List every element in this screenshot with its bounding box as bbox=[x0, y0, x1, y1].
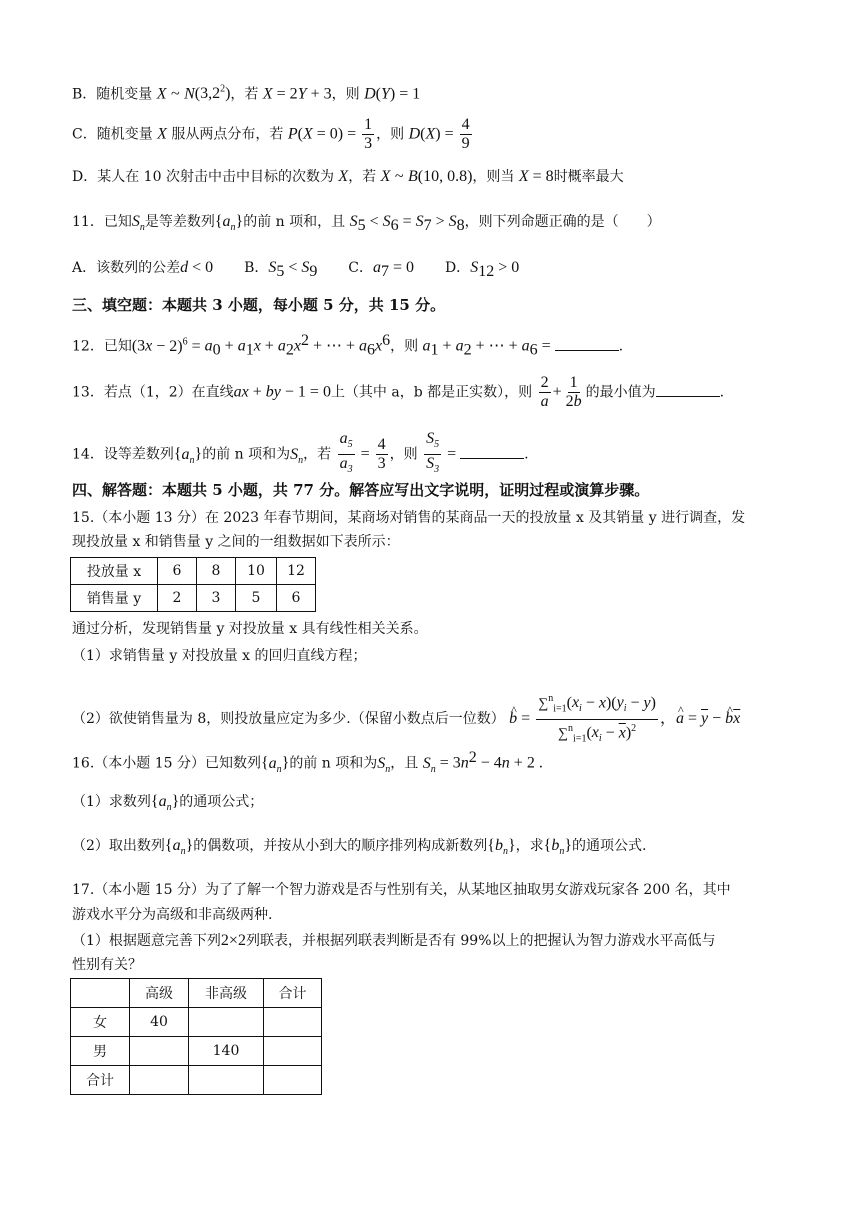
q10-option-b: B．随机变量 X ~ $N(3,2^2)$，若 X = 2Y + 3，则 D(Y) = 1 bbox=[72, 84, 421, 103]
q11-pre: 11．已知 bbox=[72, 214, 132, 230]
table-cell: 40 bbox=[130, 1008, 189, 1037]
q12-answer-blank[interactable] bbox=[555, 336, 619, 351]
q11-stem: 11．已知$S_n$是等差数列$\{a_n\}$的前 n 项和，且 $S_5 < S_6 = S_7 > S_8$，则下列命题正确的是（ ） bbox=[72, 213, 661, 234]
q11-options: A．该数列的公差d < 0 B．$S_5 < S_9$ C．$a_7 = 0$ D．$S_{12} > 0$ bbox=[72, 259, 520, 280]
q14: 14．设等差数列$\{a_n\}$的前 n 项和为$S_n$，若 $\frac{a_5}{a_3}$ = $\frac{4}{3}$ ，则 $\frac{S_5}{S_3}$ = . bbox=[72, 430, 529, 476]
q10d-mid1: ，若 bbox=[348, 169, 377, 185]
table-row bbox=[71, 1066, 322, 1095]
q11-option-d: D． bbox=[444, 260, 471, 276]
table-cell[interactable] bbox=[130, 1066, 189, 1095]
q16-part-2: （2）取出数列$\{a_n\}$的偶数项，并按从小到大的顺序排列构成新数列$\{b_n\}$，求$\{b_n\}$的通项公式. bbox=[72, 837, 647, 858]
q10d-prefix: D．某人在 10 次射击中击中目标的次数为 bbox=[72, 169, 334, 185]
table-cell[interactable] bbox=[264, 1008, 322, 1037]
q16-t2: ，且 bbox=[390, 755, 419, 772]
table-cell[interactable] bbox=[130, 1037, 189, 1066]
table-cell: 6 bbox=[158, 558, 197, 585]
table-cell: 投放量 x bbox=[71, 558, 158, 585]
q14-answer-blank[interactable] bbox=[460, 444, 524, 459]
q16-stem: 16.（本小题 15 分）已知数列$\{a_n\}$的前 n 项和为$S_n$，且 $S_n = 3n^2 - 4n + 2$ . bbox=[72, 749, 543, 775]
table-cell bbox=[71, 979, 130, 1008]
q15-stem-2: 现投放量 x 和销售量 y 之间的一组数据如下表所示： bbox=[72, 534, 400, 550]
q15-part-2-text: （2）欲使销售量为 8，则投放量应定为多少.（保留小数点后一位数） bbox=[72, 711, 505, 728]
q15-part-1: （1）求销售量 y 对投放量 x 的回归直线方程； bbox=[72, 648, 367, 664]
q11-option-c: C． bbox=[348, 260, 374, 276]
table-cell: 女 bbox=[71, 1008, 130, 1037]
q13-dot: . bbox=[719, 384, 725, 401]
q14-t1: 的前 n 项和为 bbox=[202, 446, 291, 463]
q16-p2-t1: 的偶数项，并按从小到大的顺序排列构成新数列 bbox=[193, 838, 488, 854]
q13: 13．若点（1，2）在直线ax + by − 1 = 0上（其中 a，b 都是正实数），则 $\frac{2}{a}$ + $\frac{1}{2b}$ 的最小值为 . bbox=[72, 374, 725, 410]
q10b-mid1: ，若 bbox=[230, 86, 259, 103]
table-cell: 3 bbox=[197, 585, 236, 612]
q11-t3: ，则下列命题正确的是（ ） bbox=[464, 214, 661, 230]
q17-stem-1: 17.（本小题 15 分）为了了解一个智力游戏是否与性别有关，从某地区抽取男女游戏玩家各 200 名，其中 bbox=[72, 882, 731, 898]
q14-t3: ，则 bbox=[389, 446, 418, 463]
q16-p2-end: 的通项公式. bbox=[572, 838, 647, 854]
q10-option-d: D．某人在 10 次射击中击中目标的次数为 X，若 X ~ B(10, 0.8)，则当 X = 8时概率最大 bbox=[72, 168, 624, 185]
q10d-suffix: 时概率最大 bbox=[553, 169, 624, 185]
q11-option-b: B． bbox=[244, 260, 269, 276]
q10b-mid2: ，则 bbox=[331, 86, 360, 103]
q16-pre: 16.（本小题 15 分）已知数列 bbox=[72, 755, 261, 772]
q17-part-1a: （1）根据题意完善下列2×2列联表，并根据列联表判断是否有 99%以上的把握认为智力游戏水平高低与 bbox=[72, 932, 716, 949]
q15-part-2: （2）欲使销售量为 8，则投放量应定为多少.（保留小数点后一位数） ^ b = $\frac{\sum^n_{i=1}(x_i - x)(y_i - y)}{\sum^n_{i=1}(x_i - \overline{x})^2}$ ，^ $a = \overline{y}$ − ^ $b\overline{x}$ bbox=[72, 690, 740, 748]
q10b-prefix: B．随机变量 bbox=[72, 86, 153, 103]
q13-mid: 上（其中 a，b 都是正实数），则 bbox=[330, 384, 533, 401]
table-cell[interactable] bbox=[189, 1008, 264, 1037]
table-cell[interactable] bbox=[264, 1037, 322, 1066]
table-cell: 合计 bbox=[71, 1066, 130, 1095]
q16-p2-pre: （2）取出数列 bbox=[72, 838, 165, 854]
q13-end: 的最小值为 bbox=[585, 384, 656, 401]
q10c-text1: 服从两点分布，若 bbox=[171, 126, 284, 143]
q17-stem-2: 游戏水平分为高级和非高级两种. bbox=[72, 907, 273, 923]
q11-t2: 的前 n 项和，且 bbox=[243, 214, 346, 230]
section-3-heading: 三、填空题：本题共 3 小题，每小题 5 分，共 15 分。 bbox=[72, 296, 446, 314]
q14-t2: ，若 bbox=[303, 446, 332, 463]
table-cell: 2 bbox=[158, 585, 197, 612]
table-cell: 非高级 bbox=[189, 979, 264, 1008]
q10-option-c: C．随机变量 X 服从两点分布，若 P(X = 0) = $\frac{1}{3}$ ，则 D(X) = $\frac{4}{9}$ bbox=[72, 116, 470, 152]
table-cell[interactable] bbox=[264, 1066, 322, 1095]
table-cell: 10 bbox=[236, 558, 277, 585]
table-cell: 8 bbox=[197, 558, 236, 585]
q13-answer-blank[interactable] bbox=[656, 382, 720, 397]
q15-after-table: 通过分析，发现销售量 y 对投放量 x 具有线性相关关系。 bbox=[72, 621, 428, 637]
table-cell: 12 bbox=[277, 558, 316, 585]
q17-part-1c: 性别有关？ bbox=[72, 957, 142, 973]
q16-p1-pre: （1）求数列 bbox=[72, 794, 151, 810]
table-cell: 销售量 y bbox=[71, 585, 158, 612]
q16-p2-t2: ，求 bbox=[515, 838, 544, 854]
table-row bbox=[71, 585, 316, 612]
table-cell: 合计 bbox=[264, 979, 322, 1008]
q10c-mid: ，则 bbox=[376, 126, 405, 143]
q16-t1: 的前 n 项和为 bbox=[289, 755, 378, 772]
q10d-mid2: ，则当 bbox=[472, 169, 515, 185]
q16-part-1: （1）求数列$\{a_n\}$的通项公式； bbox=[72, 793, 264, 814]
q15-stem-1: 15.（本小题 13 分）在 2023 年春节期间，某商场对销售的某商品一天的投放量 x 及其销量 y 进行调查，发 bbox=[72, 510, 746, 526]
q17-contingency-table bbox=[70, 978, 322, 1095]
table-row bbox=[71, 1037, 322, 1066]
table-cell[interactable] bbox=[189, 1066, 264, 1095]
table-cell: 5 bbox=[236, 585, 277, 612]
q15-data-table bbox=[70, 557, 316, 612]
q11-option-a: A．该数列的公差 bbox=[72, 260, 181, 276]
section-4-heading: 四、解答题：本题共 5 小题，共 77 分。解答应写出文字说明，证明过程或演算步骤。 bbox=[72, 481, 650, 499]
q17-p1a-text: （1）根据题意完善下列 bbox=[72, 933, 221, 949]
q10c-prefix: C．随机变量 bbox=[72, 126, 153, 143]
table-cell: 6 bbox=[277, 585, 316, 612]
q14-pre: 14．设等差数列 bbox=[72, 446, 174, 463]
table-cell: 男 bbox=[71, 1037, 130, 1066]
q12: 12．已知$(3x - 2)^6 = a_0 + a_1x + a_2x^2$ + ⋯ + $a_6x^6$，则 $a_1 + a_2$ + ⋯ + $a_6$ = . bbox=[72, 332, 624, 359]
q11-t1: 是等差数列 bbox=[144, 214, 215, 230]
q12-end: . bbox=[618, 338, 624, 355]
q12-mid: ，则 bbox=[390, 338, 419, 355]
q12-pre: 12．已知 bbox=[72, 338, 132, 355]
q17-p1b-text: 列联表，并根据列联表判断是否有 99%以上的把握认为智力游戏水平高低与 bbox=[245, 933, 716, 949]
q13-pre: 13．若点（1，2）在直线 bbox=[72, 384, 234, 401]
q16-p1-end: 的通项公式； bbox=[179, 794, 264, 810]
table-row bbox=[71, 558, 316, 585]
q14-end: . bbox=[524, 446, 529, 463]
table-row bbox=[71, 1008, 322, 1037]
table-cell: 高级 bbox=[130, 979, 189, 1008]
table-cell: 140 bbox=[189, 1037, 264, 1066]
table-row bbox=[71, 979, 322, 1008]
